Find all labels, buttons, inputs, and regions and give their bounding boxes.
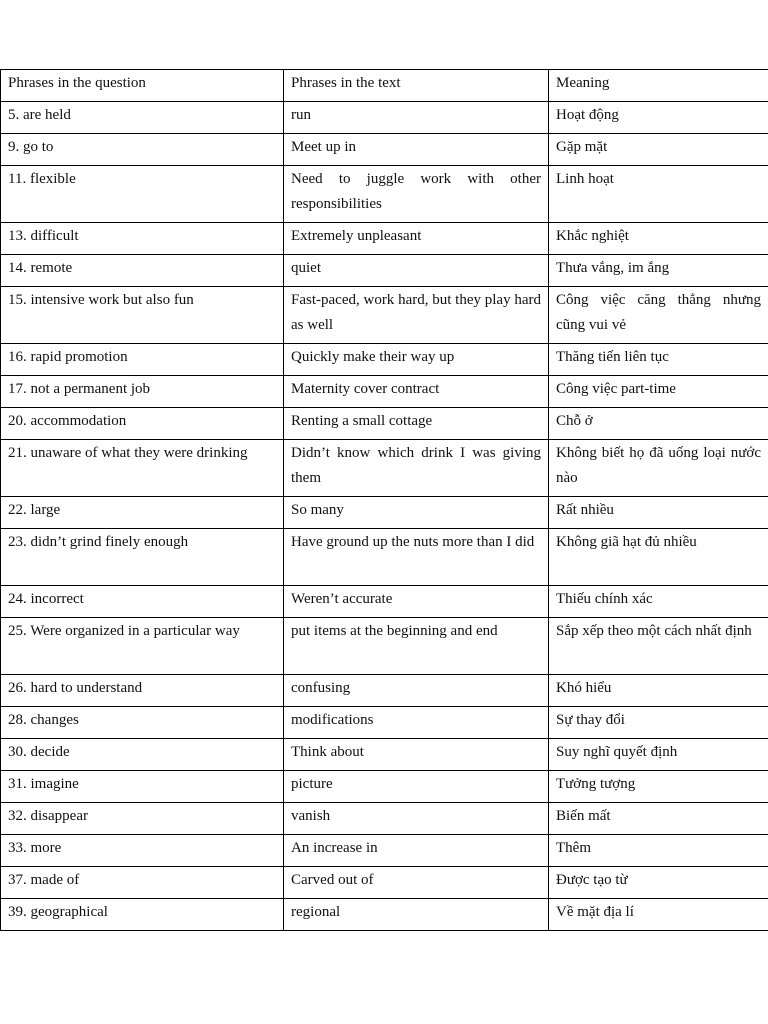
text-phrase-cell: run (284, 102, 549, 134)
question-phrase-cell: 25. Were organized in a particular way (1, 618, 284, 675)
text-phrase-cell: Think about (284, 739, 549, 771)
header-phrases-in-text: Phrases in the text (284, 70, 549, 102)
text-phrase-cell: So many (284, 497, 549, 529)
header-row (1, 70, 768, 102)
meaning-cell: Biến mất (549, 803, 768, 835)
table-row (1, 102, 768, 134)
table-row (1, 497, 768, 529)
table-row (1, 771, 768, 803)
meaning-cell: Rất nhiều (549, 497, 768, 529)
text-phrase-cell: modifications (284, 707, 549, 739)
question-phrase-cell: 16. rapid promotion (1, 344, 284, 376)
question-phrase-cell: 14. remote (1, 255, 284, 287)
table-row (1, 618, 768, 675)
table-row (1, 166, 768, 223)
table-row (1, 344, 768, 376)
meaning-cell: Không biết họ đã uống loại nước nào (549, 440, 768, 497)
text-phrase-cell: Need to juggle work with other responsibilities (284, 166, 549, 223)
question-phrase-cell: 32. disappear (1, 803, 284, 835)
text-phrase-cell: Have ground up the nuts more than I did (284, 529, 549, 586)
question-phrase-cell: 23. didn’t grind finely enough (1, 529, 284, 586)
table-row (1, 529, 768, 586)
text-phrase-cell: An increase in (284, 835, 549, 867)
meaning-cell: Hoạt động (549, 102, 768, 134)
meaning-cell: Thiếu chính xác (549, 586, 768, 618)
meaning-cell: Tưởng tượng (549, 771, 768, 803)
text-phrase-cell: vanish (284, 803, 549, 835)
text-phrase-cell: regional (284, 899, 549, 931)
text-phrase-cell: Weren’t accurate (284, 586, 549, 618)
meaning-cell: Khắc nghiệt (549, 223, 768, 255)
table-row (1, 675, 768, 707)
table-row (1, 586, 768, 618)
meaning-cell: Sự thay đổi (549, 707, 768, 739)
question-phrase-cell: 5. are held (1, 102, 284, 134)
header-phrases-in-question: Phrases in the question (1, 70, 284, 102)
table-row (1, 707, 768, 739)
meaning-cell: Thêm (549, 835, 768, 867)
table-row (1, 287, 768, 344)
meaning-cell: Thưa vắng, im ắng (549, 255, 768, 287)
meaning-cell: Thăng tiến liên tục (549, 344, 768, 376)
vocabulary-table (0, 69, 768, 931)
question-phrase-cell: 33. more (1, 835, 284, 867)
table-row (1, 134, 768, 166)
table-row (1, 899, 768, 931)
table-row (1, 223, 768, 255)
question-phrase-cell: 21. unaware of what they were drinking (1, 440, 284, 497)
meaning-cell: Suy nghĩ quyết định (549, 739, 768, 771)
table-row (1, 867, 768, 899)
question-phrase-cell: 28. changes (1, 707, 284, 739)
text-phrase-cell: Quickly make their way up (284, 344, 549, 376)
question-phrase-cell: 30. decide (1, 739, 284, 771)
table-body (1, 102, 768, 931)
text-phrase-cell: put items at the beginning and end (284, 618, 549, 675)
meaning-cell: Về mặt địa lí (549, 899, 768, 931)
text-phrase-cell: Extremely unpleasant (284, 223, 549, 255)
question-phrase-cell: 22. large (1, 497, 284, 529)
table-row (1, 408, 768, 440)
question-phrase-cell: 24. incorrect (1, 586, 284, 618)
meaning-cell: Công việc part-time (549, 376, 768, 408)
text-phrase-cell: picture (284, 771, 549, 803)
meaning-cell: Chỗ ở (549, 408, 768, 440)
question-phrase-cell: 20. accommodation (1, 408, 284, 440)
question-phrase-cell: 39. geographical (1, 899, 284, 931)
question-phrase-cell: 17. not a permanent job (1, 376, 284, 408)
text-phrase-cell: Meet up in (284, 134, 549, 166)
question-phrase-cell: 31. imagine (1, 771, 284, 803)
text-phrase-cell: Maternity cover contract (284, 376, 549, 408)
question-phrase-cell: 13. difficult (1, 223, 284, 255)
text-phrase-cell: Renting a small cottage (284, 408, 549, 440)
table-header (1, 70, 768, 102)
meaning-cell: Được tạo từ (549, 867, 768, 899)
table-row (1, 255, 768, 287)
text-phrase-cell: confusing (284, 675, 549, 707)
meaning-cell: Không giã hạt đủ nhiều (549, 529, 768, 586)
table-row (1, 803, 768, 835)
text-phrase-cell: Carved out of (284, 867, 549, 899)
meaning-cell: Khó hiểu (549, 675, 768, 707)
table-row (1, 739, 768, 771)
text-phrase-cell: quiet (284, 255, 549, 287)
question-phrase-cell: 37. made of (1, 867, 284, 899)
meaning-cell: Linh hoạt (549, 166, 768, 223)
meaning-cell: Công việc căng thẳng nhưng cũng vui vẻ (549, 287, 768, 344)
header-meaning: Meaning (549, 70, 768, 102)
text-phrase-cell: Fast-paced, work hard, but they play hard as well (284, 287, 549, 344)
text-phrase-cell: Didn’t know which drink I was giving them (284, 440, 549, 497)
meaning-cell: Sắp xếp theo một cách nhất định (549, 618, 768, 675)
question-phrase-cell: 26. hard to understand (1, 675, 284, 707)
table-row (1, 376, 768, 408)
table-row (1, 440, 768, 497)
question-phrase-cell: 15. intensive work but also fun (1, 287, 284, 344)
table-row (1, 835, 768, 867)
question-phrase-cell: 11. flexible (1, 166, 284, 223)
question-phrase-cell: 9. go to (1, 134, 284, 166)
meaning-cell: Gặp mặt (549, 134, 768, 166)
